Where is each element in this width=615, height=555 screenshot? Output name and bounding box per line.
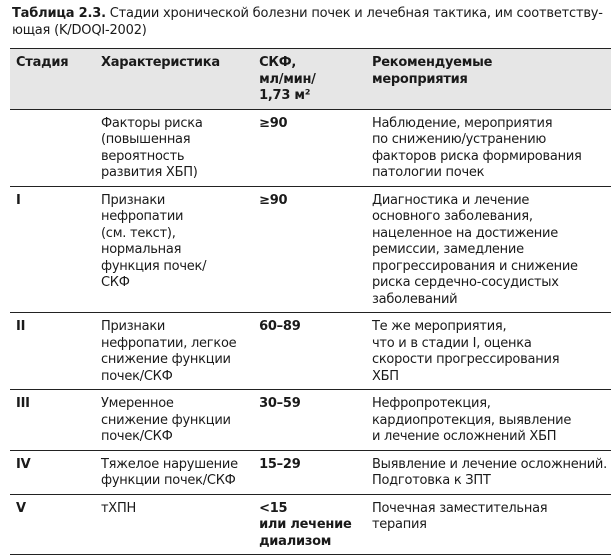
cell-characteristic: Признаки нефропатии, легкое снижение функции почек/СКФ xyxy=(100,319,237,384)
cell-measures: Почечная заместительная терапия xyxy=(371,500,548,532)
cell-stage: II xyxy=(16,319,26,334)
header-stage: Стадия xyxy=(10,49,95,110)
caption-text: Стадии хронической болезни почек и лечебная тактика, им соответству- ющая (K/DOQI-2002) xyxy=(12,6,603,38)
table-row xyxy=(10,186,611,313)
cell-stage xyxy=(10,109,95,186)
cell-characteristic: Умеренное снижение функции почек/СКФ xyxy=(100,396,231,444)
cell-characteristic: Признаки нефропатии (см. текст), нормальная функция почек/ СКФ xyxy=(100,192,207,290)
cell-characteristic: Тяжелое нарушение функции почек/СКФ xyxy=(100,456,238,488)
cell-characteristic: Факторы риска (повышенная вероятность развития ХБП) xyxy=(100,115,203,180)
table-row xyxy=(10,390,611,451)
table-caption xyxy=(12,5,612,39)
cell-measures: Наблюдение, мероприятия по снижению/устранению факторов риска формирования патологии почек xyxy=(371,115,582,180)
header-measures: Рекомендуемые мероприятия xyxy=(366,49,611,110)
cell-characteristic: тХПН xyxy=(100,500,136,516)
table-row xyxy=(10,109,611,186)
cell-gfr: 15–29 xyxy=(259,456,301,472)
cell-measures: Диагностика и лечение основного заболевания, нацеленное на достижение ремиссии, замедление прогрессирования и снижение риска сердечно-сосудистых заболеваний xyxy=(371,192,578,307)
cell-measures: Те же мероприятия, что и в стадии I, оценка скорости прогрессирования ХБП xyxy=(371,319,560,384)
cell-stage: V xyxy=(16,500,26,516)
table-row xyxy=(10,313,611,390)
header-characteristic: Характеристика xyxy=(95,49,253,110)
caption-label: Таблица 2.3. xyxy=(12,6,106,21)
cell-gfr: 30–59 xyxy=(259,396,301,411)
cell-gfr: <15 или лечение диализом xyxy=(259,500,352,549)
cell-measures: Нефропротекция, кардиопротекция, выявление и лечение осложнений ХБП xyxy=(371,396,572,444)
cell-gfr: ≥90 xyxy=(259,115,288,131)
cell-gfr: 60–89 xyxy=(259,319,301,334)
cell-measures: Выявление и лечение осложнений. Подготовка к ЗПТ xyxy=(371,456,607,488)
cell-stage: III xyxy=(16,396,30,411)
cell-stage: IV xyxy=(16,456,31,472)
header-row xyxy=(10,49,611,110)
cell-stage: I xyxy=(16,192,21,208)
cell-gfr: ≥90 xyxy=(259,192,288,208)
table-row xyxy=(10,450,611,494)
header-gfr: СКФ, мл/мин/ 1,73 м² xyxy=(253,49,366,110)
table-row xyxy=(10,494,611,555)
ckd-stages-table xyxy=(10,48,611,555)
